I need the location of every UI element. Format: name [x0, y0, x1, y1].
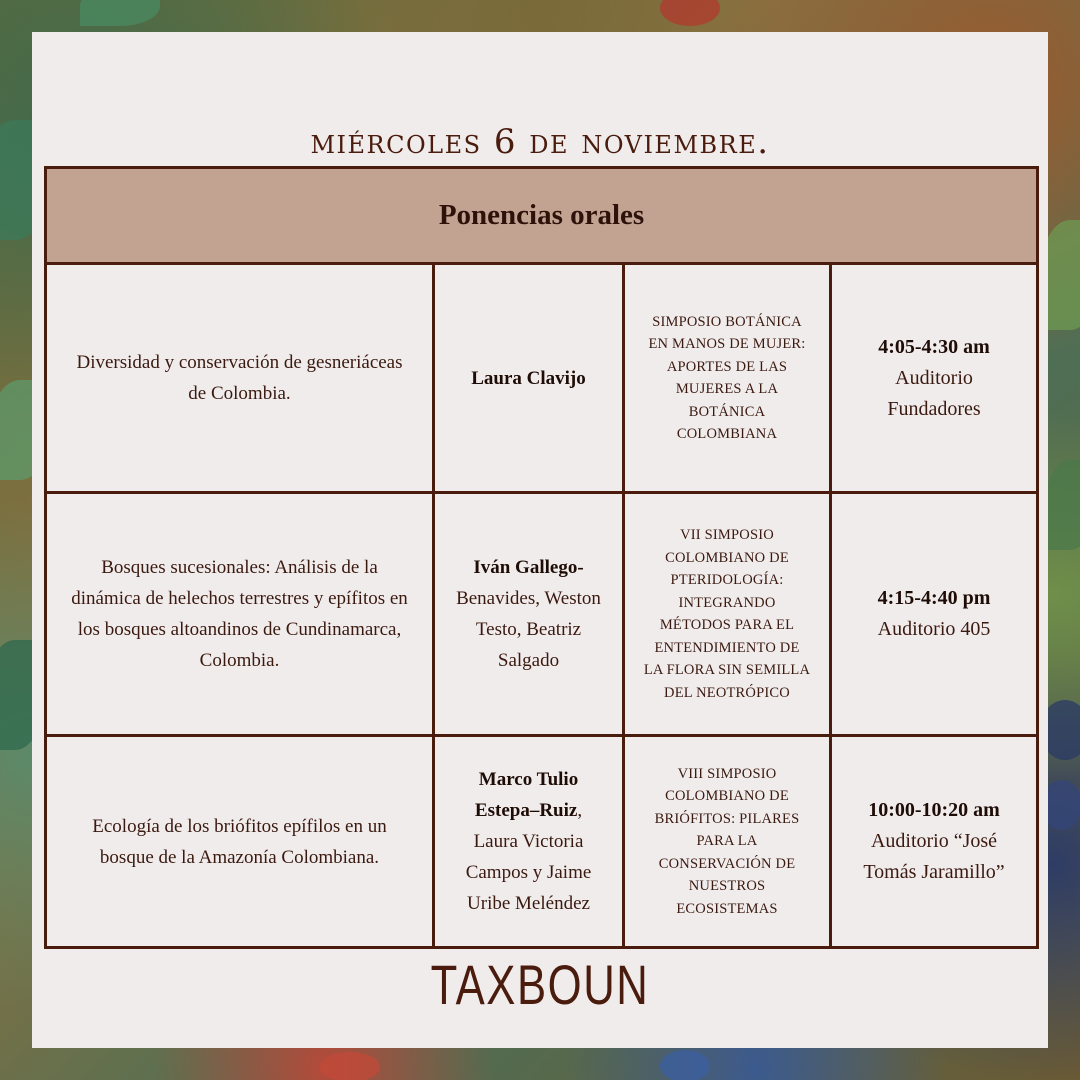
leaf-decoration: [80, 0, 160, 26]
talk-place: Auditorio “José Tomás Jaramillo”: [863, 830, 1005, 883]
schedule-table: [44, 166, 1039, 949]
table-header: Ponencias orales: [46, 168, 1038, 264]
talk-title: Ecología de los briófitos epífilos en un bosque de la Amazonía Colombiana.: [46, 736, 434, 948]
schedule-card: [32, 32, 1048, 1048]
talk-schedule: [831, 264, 1038, 493]
talk-authors: [434, 264, 624, 493]
talk-title: Diversidad y conservación de gesneriáceas de Colombia.: [46, 264, 434, 493]
talk-place: Auditorio Fundadores: [887, 366, 981, 420]
table-row: [46, 736, 1038, 948]
talk-schedule: [831, 736, 1038, 948]
talk-schedule: [831, 493, 1038, 736]
lead-author: Marco Tulio Estepa–Ruiz: [474, 769, 579, 821]
symposium-name: VIII SIMPOSIO COLOMBIANO DE BRIÓFITOS: PILARES PARA LA CONSERVACIÓN DE NUESTROS ECOSISTEMAS: [624, 736, 831, 948]
leaf-decoration: [1045, 460, 1080, 550]
table-row: [46, 493, 1038, 736]
lead-author: Laura Clavijo: [471, 367, 586, 389]
leaf-decoration: [660, 0, 720, 26]
talk-time: 4:05-4:30 am: [878, 335, 990, 358]
talk-authors: [434, 493, 624, 736]
talk-place: Auditorio 405: [877, 618, 991, 640]
table-header-row: [46, 168, 1038, 264]
symposium-name: VII SIMPOSIO COLOMBIANO DE PTERIDOLOGÍA: INTEGRANDO MÉTODOS PARA EL ENTENDIMIENTO DE LA FLORA SIN SEMILLA DEL NEOTRÓPICO: [624, 493, 831, 736]
brand-logo: TAXBOUN: [430, 953, 650, 1016]
symposium-name: SIMPOSIO BOTÁNICA EN MANOS DE MUJER: APORTES DE LAS MUJERES A LA BOTÁNICA COLOMBIANA: [624, 264, 831, 493]
leaf-decoration: [660, 1050, 710, 1080]
page-title: miércoles 6 de noviembre.: [310, 122, 770, 162]
talk-title: Bosques sucesionales: Análisis de la dinámica de helechos terrestres y epífitos en los bosques altoandinos de Cundinamarca, Colombia.: [46, 493, 434, 736]
talk-time: 4:15-4:40 pm: [877, 587, 991, 609]
co-authors: Benavides, Weston Testo, Beatriz Salgado: [456, 588, 601, 671]
talk-authors: [434, 736, 624, 948]
lead-author: Iván Gallego-: [473, 557, 584, 578]
talk-time: 10:00-10:20 am: [868, 799, 1000, 821]
table-row: [46, 264, 1038, 493]
leaf-decoration: [320, 1052, 380, 1080]
co-authors: , Laura Victoria Campos y Jaime Uribe Meléndez: [465, 800, 592, 914]
